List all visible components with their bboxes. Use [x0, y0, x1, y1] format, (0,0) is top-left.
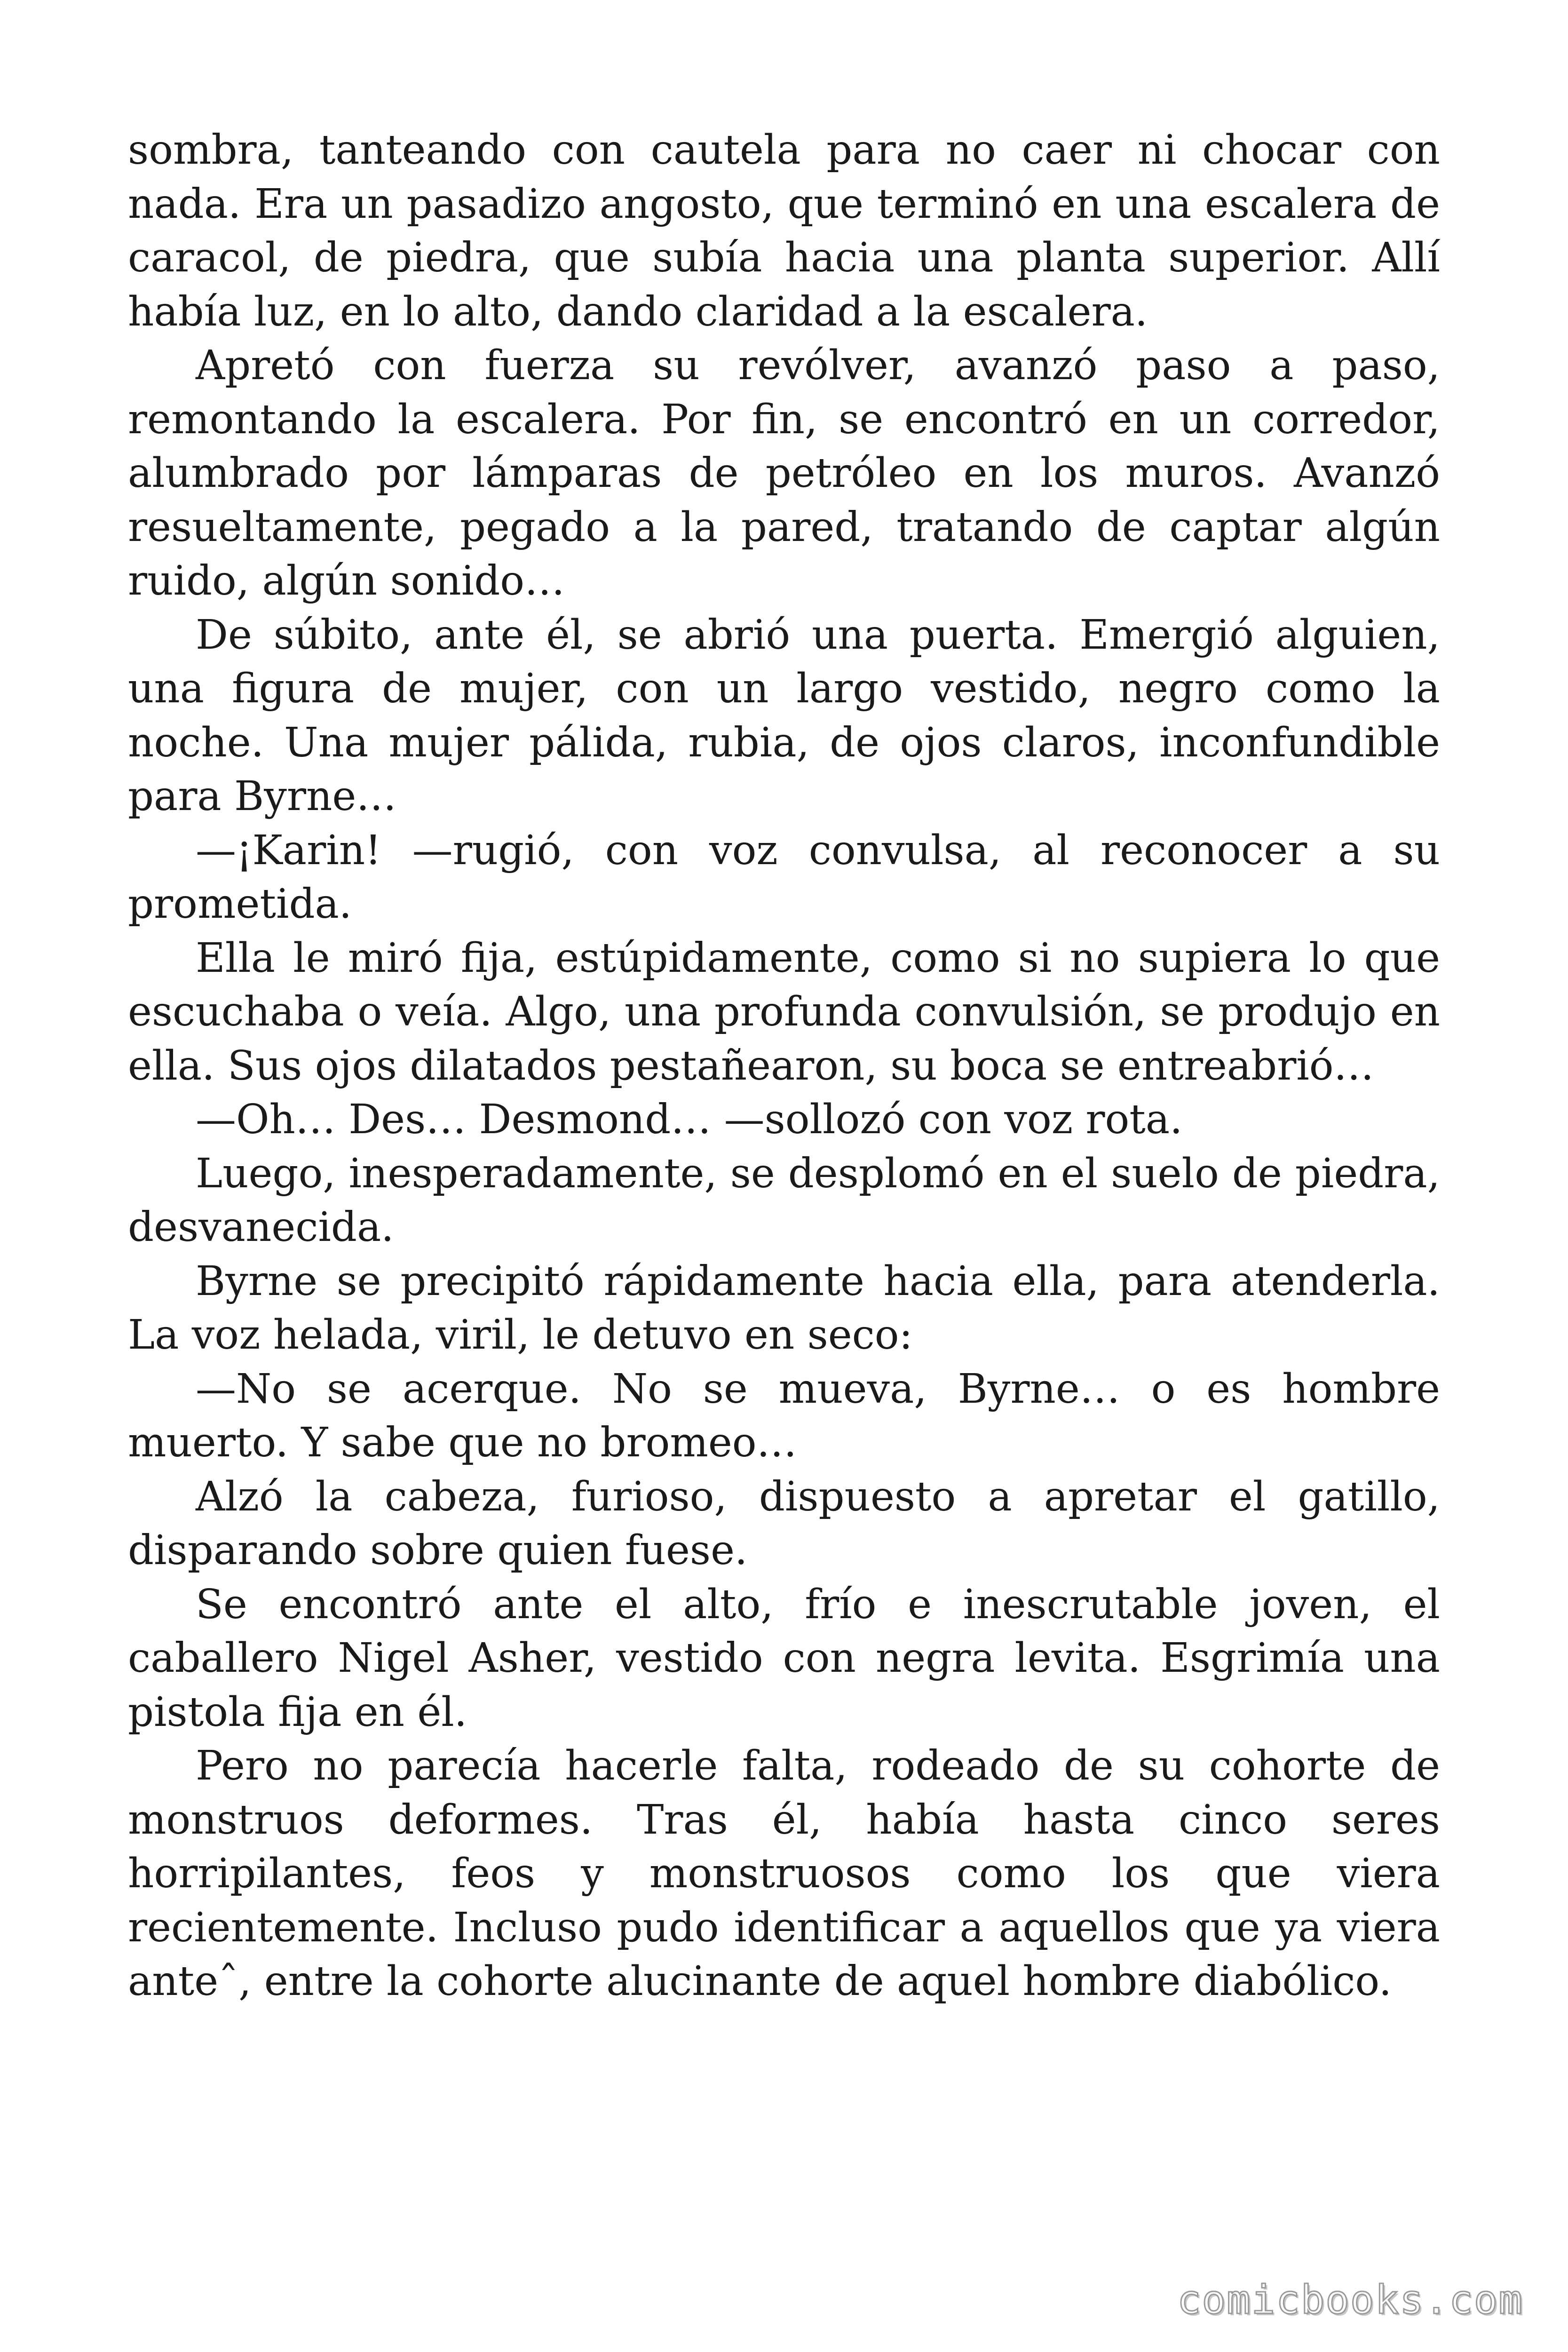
- paragraph-1: sombra, tanteando con cautela para no caer ni chocar con nada. Era un pasadizo angosto, que terminó en una escalera de caracol, de piedra, que subía hacia una planta superior. Allí había luz, en lo alto, dando claridad a la escalera.: [128, 127, 1440, 335]
- watermark: comicbooks.com: [1177, 2277, 1523, 2323]
- paragraph-8: Byrne se precipitó rápidamente hacia ella, para atenderla. La voz helada, viril, le detuvo en seco:: [128, 1257, 1440, 1359]
- paragraph-9: —No se acerque. No se mueva, Byrne… o es hombre muerto. Y sabe que no bromeo…: [128, 1365, 1440, 1466]
- paragraph-7: Luego, inesperadamente, se desplomó en el suelo de piedra, desvanecida.: [128, 1150, 1440, 1251]
- paragraph-4: —¡Karin! —rugió, con voz convulsa, al reconocer a su prometida.: [128, 826, 1440, 928]
- paragraph-2: Apretó con fuerza su revólver, avanzó paso a paso, remontando la escalera. Por fin, se encontró en un corredor, alumbrado por lámparas de petróleo en los muros. Avanzó resueltamente, pegado a la pared, tratando de captar algún ruido, algún sonido…: [128, 342, 1440, 604]
- paragraph-5: Ella le miró fija, estúpidamente, como si no supiera lo que escuchaba o veía. Algo, una profunda convulsión, se produjo en ella. Sus ojos dilatados pestañearon, su boca se entreabrió…: [128, 934, 1440, 1089]
- page-body: [128, 123, 1440, 2009]
- paragraph-6: —Oh… Des… Desmond… —sollozó con voz rota.: [196, 1096, 1183, 1143]
- paragraph-10: Alzó la cabeza, furioso, dispuesto a apretar el gatillo, disparando sobre quien fuese.: [128, 1473, 1440, 1574]
- paragraph-3: De súbito, ante él, se abrió una puerta. Emergió alguien, una figura de mujer, con un largo vestido, negro como la noche. Una mujer pálida, rubia, de ojos claros, inconfundible para Byrne…: [128, 611, 1440, 820]
- paragraph-11: Se encontró ante el alto, frío e inescrutable joven, el caballero Nigel Asher, vestido con negra levita. Esgrimía una pistola fija en él.: [128, 1581, 1440, 1736]
- paragraph-12: Pero no parecía hacerle falta, rodeado de su cohorte de monstruos deformes. Tras él, había hasta cinco seres horripilantes, feos y monstruosos como los que viera recientemente. Incluso pudo identificar a aquellos que ya viera anteˆ, entre la cohorte alucinante de aquel hombre diabólico.: [128, 1742, 1440, 2005]
